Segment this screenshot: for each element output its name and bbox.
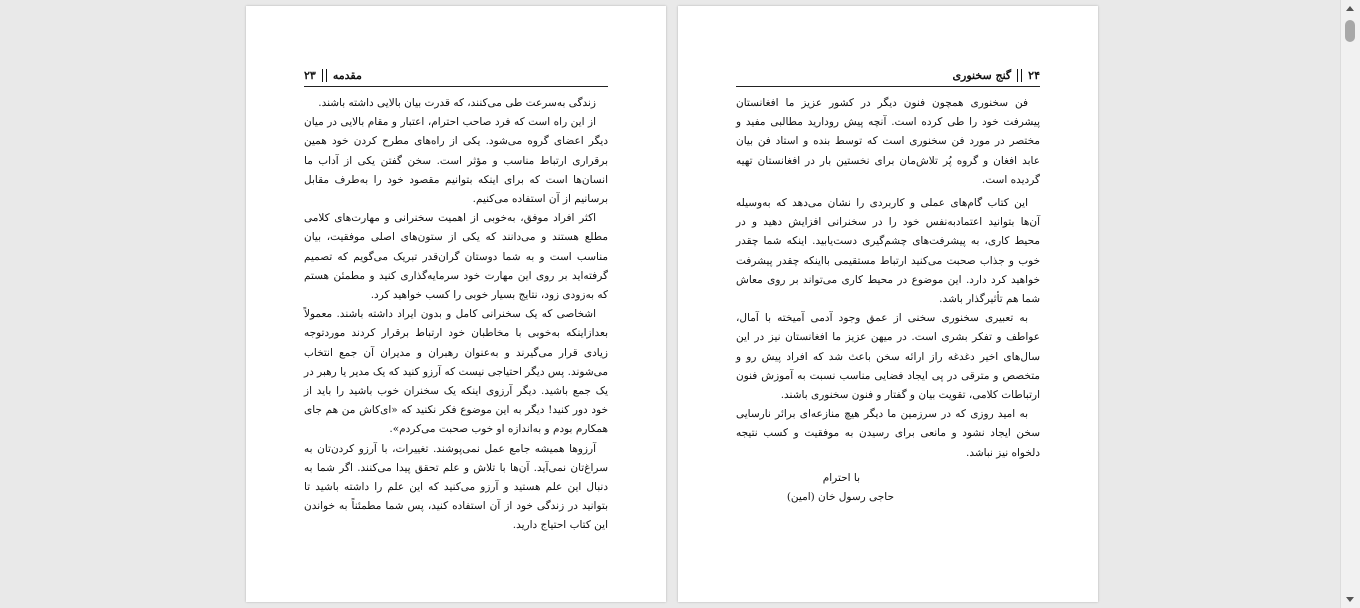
page-body xyxy=(304,94,608,536)
signature xyxy=(736,469,1040,507)
paragraph: زندگی به‌سرعت طی می‌کنند، که قدرت بیان بالایی داشته باشند. xyxy=(318,97,596,109)
page-number: ۲۴ xyxy=(1028,68,1040,82)
paragraph: اکثر افراد موفق، به‌خوبی از اهمیت سخنرانی و مهارت‌های کلامی مطلع هستند و می‌دانند که یکی از ستون‌های اصلی موفقیت، بیان مناسب است و به شما دوستان گران‌قدر تبریک می‌گویم که تصمیم گرفته‌اید بر روی این مهارت خود سرمایه‌گذاری کنید و مطمئن هستم که به‌زودی زود، نتایج بسیار خوبی را کسب خواهید کرد. xyxy=(304,212,608,302)
paragraph: این کتاب گام‌های عملی و کاربردی را نشان می‌دهد که به‌وسیله آن‌ها بتوانید اعتمادبه‌نفس خود را در سخنرانی افزایش دهید و در محیط کاری، به پیشرفت‌های چشم‌گیری دست‌یابید. اینکه شما چقدر خوب و جذاب صحبت می‌کنید ارتباط مستقیمی بااینکه چقدر پیشرفت خواهید کرد دارد. این موضوع در محیط کاری می‌تواند بر روی معاش شما هم تأثیرگذار باشد. xyxy=(736,197,1040,306)
page-header xyxy=(304,64,608,87)
scroll-thumb[interactable] xyxy=(1345,20,1355,42)
page-number: ۲۳ xyxy=(304,68,316,82)
signature-greeting: با احترام xyxy=(822,471,860,484)
page-body xyxy=(736,94,1040,507)
header-separator xyxy=(322,69,327,82)
paragraph: اشخاصی که یک سخنرانی کامل و بدون ایراد داشته باشند. معمولاً بعدازاینکه به‌خوبی با مخاطبان خود ارتباط برقرار کردند موردتوجه زیادی قرار می‌گیرند و به‌عنوان رهبران و مدیران آن جمع انتخاب می‌شوند. پس دیگر احتیاجی نیست که آرزو کنید که یک مدیر یا رهبر در یک جمع باشید. دیگر آرزوی اینکه یک سخنران خوب باشید را باید از خود دور کنید! دیگر به این موضوع فکر نکنید که «ای‌کاش من هم جای همکارم بودم و به‌اندازه او خوب صحبت می‌کردم». xyxy=(304,308,608,436)
header-title: گنج سخنوری xyxy=(952,68,1012,82)
paragraph: آرزوها همیشه جامع عمل نمی‌پوشند. تغییرات، با آرزو کردن‌تان به سراغ‌تان نمی‌آید. آن‌ها با تلاش و علم تحقق پیدا می‌کنند. اگر شما به دنبال این علم هستید و آرزو می‌کنید که این علم را داشته باشید تا بتوانید در زندگی خود از آن استفاده کنید، پس شما مطمئناً به خواندن این کتاب احتیاج دارید. xyxy=(304,442,608,532)
header-separator xyxy=(1017,69,1022,82)
paragraph: به تعبیری سخنوری سخنی از عمق وجود آدمی آمیخته با آمال، عواطف و تفکر بشری است. در میهن عزیز ما افغانستان نیز در این سال‌های اخیر دغدغه راز ارائه سخن باعث شد که افراد پیش رو و متخصص و مترقی در پی ایجاد فضایی مناسب نسبت به آموزش فنون ارتباطات کلامی، تقویت بیان و گفتار و فنون سخنوری باشند. xyxy=(736,312,1040,402)
vertical-scrollbar[interactable] xyxy=(1340,0,1360,608)
page-header xyxy=(736,64,1040,87)
paragraph: فن سخنوری همچون فنون دیگر در کشور عزیز ما افغانستان پیشرفت خود را طی کرده است. آنچه پیش رودارید مطالبی مفید و مختصر در مورد فن سخنوری است که توسط بنده و استاد فن بیان عابد افغان و گروه پُر تلاش‌مان برای نخستین بار در افغانستان تهیه گردیده است. xyxy=(736,97,1040,186)
scroll-up-arrow-icon[interactable] xyxy=(1346,6,1354,11)
page-23 xyxy=(246,6,666,602)
paragraph: به امید روزی که در سرزمین ما دیگر هیچ منازعه‌ای برائر نارسایی سخن ایجاد نشود و مانعی برای رسیدن به موفقیت و کسب نتیجه دلخواه نیز نباشد. xyxy=(736,408,1040,459)
scroll-down-arrow-icon[interactable] xyxy=(1346,597,1354,602)
header-title: مقدمه xyxy=(332,68,362,82)
paragraph: از این راه است که فرد صاحب احترام، اعتبار و مقام بالایی در میان دیگر اعضای گروه می‌شود. یکی از راه‌های مطرح کردن خود همین برقراری ارتباط مناسب و مؤثر است. سخن گفتن یکی از آداب ما انسان‌ها است که برای اینکه بتوانیم مقصود خود را به‌طرف مقابل برسانیم از آن استفاده می‌کنیم. xyxy=(304,116,608,206)
signature-author: حاجی رسول خان (امین) xyxy=(786,491,894,504)
page-24 xyxy=(678,6,1098,602)
